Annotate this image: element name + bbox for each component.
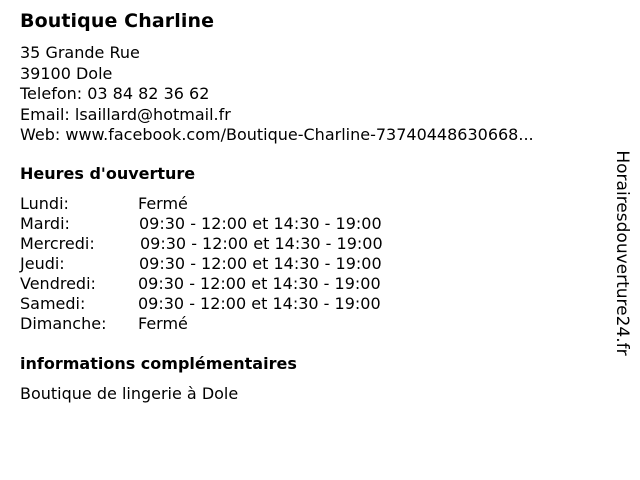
day-hours: Fermé (138, 194, 188, 213)
web-line: Web: www.facebook.com/Boutique-Charline-73740448630668... (20, 125, 534, 144)
additional-info-heading: informations complémentaires (20, 354, 297, 373)
day-label: Jeudi: (20, 254, 65, 273)
city-postal-code: 39100 Dole (20, 63, 113, 83)
day-hours: 09:30 - 12:00 et 14:30 - 19:00 (140, 234, 383, 253)
street-address: 35 Grande Rue (20, 43, 140, 62)
additional-info-text: Boutique de lingerie à Dole (20, 384, 239, 403)
day-label: Vendredi: (20, 274, 96, 293)
day-hours: 09:30 - 12:00 et 14:30 - 19:00 (138, 294, 381, 313)
site-watermark: Horairesdouverture24.fr (612, 150, 632, 356)
shop-name: Boutique Charline (20, 10, 215, 32)
day-label: Lundi: (20, 194, 69, 213)
day-label: Mardi: (20, 214, 70, 233)
day-hours: 09:30 - 12:00 et 14:30 - 19:00 (139, 254, 382, 273)
day-hours: 09:30 - 12:00 et 14:30 - 19:00 (139, 214, 382, 233)
day-label: Mercredi: (20, 234, 95, 253)
phone-line: Telefon: 03 84 82 36 62 (20, 84, 210, 103)
day-hours: Fermé (138, 314, 188, 333)
day-hours: 09:30 - 12:00 et 14:30 - 19:00 (138, 274, 381, 293)
day-label: Dimanche: (20, 314, 107, 333)
contact-block (20, 43, 534, 146)
day-label: Samedi: (20, 294, 86, 313)
opening-hours-heading: Heures d'ouverture (20, 164, 196, 183)
email-line: Email: lsaillard@hotmail.fr (20, 104, 231, 124)
